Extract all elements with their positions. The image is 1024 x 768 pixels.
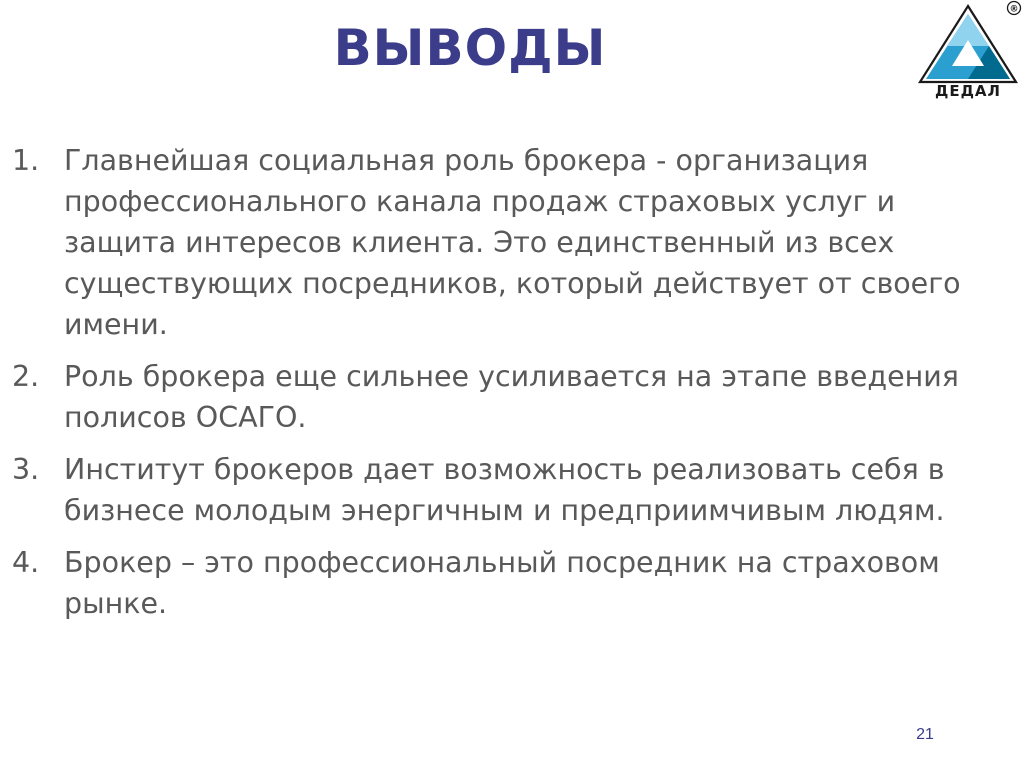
registered-mark: ® bbox=[1009, 4, 1019, 15]
list-item bbox=[12, 356, 1012, 438]
list-item-number: 1. bbox=[12, 144, 40, 177]
list-item bbox=[12, 542, 1012, 624]
list-item-number: 3. bbox=[12, 453, 40, 486]
list-item-number: 4. bbox=[12, 546, 40, 579]
list-item-text: Брокер – это профессиональный посредник на страховом рынке. bbox=[64, 546, 940, 620]
list-item bbox=[12, 140, 1012, 345]
slide-title: ВЫВОДЫ bbox=[333, 19, 607, 77]
list-item-text: Роль брокера еще сильнее усиливается на этапе введения полисов ОСАГО. bbox=[64, 360, 959, 434]
page-number: 21 bbox=[916, 726, 934, 743]
list-item-number: 2. bbox=[12, 360, 40, 393]
conclusions-list bbox=[12, 140, 1012, 635]
list-item bbox=[12, 449, 1012, 531]
list-item-text: Главнейшая социальная роль брокера - организация профессионального канала продаж страховых услуг и защита интересов клиента. Это единственный из всех существующих посредников, который действует от своего имени. bbox=[64, 144, 961, 341]
logo-text: ДЕДАЛ bbox=[934, 82, 1002, 100]
dedal-logo bbox=[912, 0, 1024, 100]
list-item-text: Институт брокеров дает возможность реализовать себя в бизнесе молодым энергичным и предприимчивым людям. bbox=[64, 453, 945, 527]
dedal-triangle-icon bbox=[912, 0, 1024, 100]
